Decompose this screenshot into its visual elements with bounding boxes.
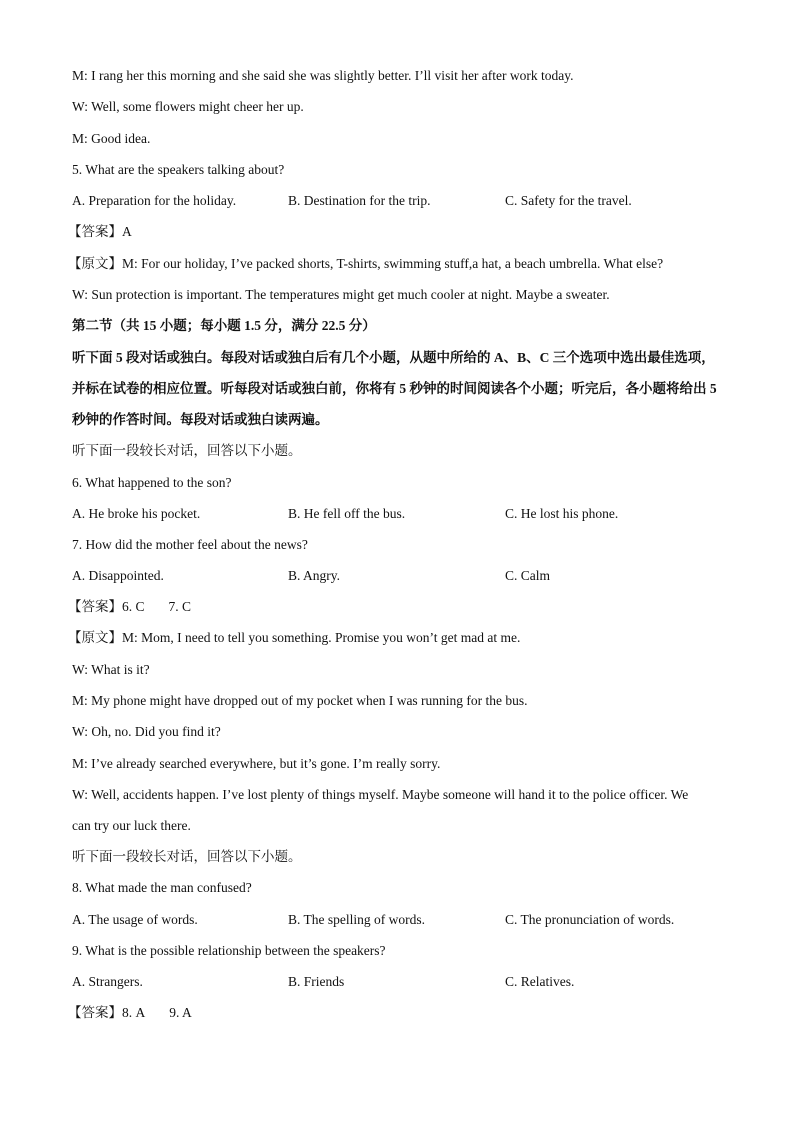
dialogue-line: W: Well, accidents happen. I’ve lost plenty of things myself. Maybe someone will hand it to the police officer. We [72, 787, 689, 802]
listen-prompt: 听下面一段较长对话，回答以下小题。 [72, 849, 302, 864]
option-b: B. Angry. [288, 568, 341, 583]
dialogue-line: W: Sun protection is important. The temperatures might get much cooler at night. Maybe a sweater. [72, 287, 610, 302]
question-9: 9. What is the possible relationship between the speakers? [72, 943, 386, 958]
section-instructions: 听下面 5 段对话或独白。每段对话或独白后有几个小题，从题中所给的 A、B、C 三个选项中选出最佳选项，并标在试卷的相应位置。听每段对话或独白前，你将有 5 秒钟的时间阅读各个小题；听完后，各小题将给出 5 秒钟的作答时间。每段对话或独白读两遍。 [72, 350, 717, 427]
option-a: A. He broke his pocket. [72, 506, 201, 521]
option-a: A. Disappointed. [72, 568, 164, 583]
dialogue-line: M: Good idea. [72, 131, 151, 146]
question-5: 5. What are the speakers talking about? [72, 162, 285, 177]
dialogue-line: M: My phone might have dropped out of my pocket when I was running for the bus. [72, 693, 528, 708]
section-heading: 第二节（共 15 小题；每小题 1.5 分，满分 22.5 分） [72, 318, 376, 333]
option-a: A. The usage of words. [72, 912, 198, 927]
answer-value: 9. A [169, 1005, 192, 1020]
original-text-6-7 [68, 629, 521, 647]
option-b: B. Friends [288, 974, 345, 989]
option-c: C. The pronunciation of words. [505, 912, 675, 927]
dialogue-line: W: What is it? [72, 662, 150, 677]
answer-5 [68, 223, 132, 241]
answer-label: 【答案】 [68, 224, 122, 239]
answer-value: A [122, 224, 132, 239]
option-a: A. Preparation for the holiday. [72, 193, 237, 208]
answer-value: 7. C [168, 599, 192, 614]
answer-6-7 [68, 598, 192, 616]
dialogue-line: M: I rang her this morning and she said she was slightly better. I’ll visit her after work today. [72, 68, 574, 83]
option-c: C. Relatives. [505, 974, 575, 989]
original-label: 【原文】 [68, 630, 122, 645]
answer-label: 【答案】 [68, 599, 122, 614]
original-line: M: Mom, I need to tell you something. Promise you won’t get mad at me. [122, 630, 521, 645]
option-c: C. He lost his phone. [505, 506, 619, 521]
option-c: C. Safety for the travel. [505, 193, 632, 208]
option-b: B. The spelling of words. [288, 912, 425, 927]
option-c: C. Calm [505, 568, 551, 583]
answer-value: 6. C [122, 599, 145, 614]
dialogue-line: W: Oh, no. Did you find it? [72, 724, 221, 739]
answer-value: 8. A [122, 1005, 146, 1020]
question-7: 7. How did the mother feel about the news? [72, 537, 308, 552]
option-b: B. He fell off the bus. [288, 506, 406, 521]
dialogue-line: can try our luck there. [72, 818, 191, 833]
original-label: 【原文】 [68, 256, 122, 271]
answer-label: 【答案】 [68, 1005, 122, 1020]
dialogue-line: W: Well, some flowers might cheer her up. [72, 99, 304, 114]
listen-prompt: 听下面一段较长对话，回答以下小题。 [72, 443, 302, 458]
dialogue-line: M: I’ve already searched everywhere, but it’s gone. I’m really sorry. [72, 756, 441, 771]
question-6: 6. What happened to the son? [72, 475, 232, 490]
option-a: A. Strangers. [72, 974, 143, 989]
question-8: 8. What made the man confused? [72, 880, 252, 895]
option-b: B. Destination for the trip. [288, 193, 431, 208]
original-line: M: For our holiday, I’ve packed shorts, T-shirts, swimming stuff,a hat, a beach umbrella. What else? [122, 256, 664, 271]
answer-8-9 [68, 1004, 192, 1022]
original-text-5 [68, 255, 664, 273]
